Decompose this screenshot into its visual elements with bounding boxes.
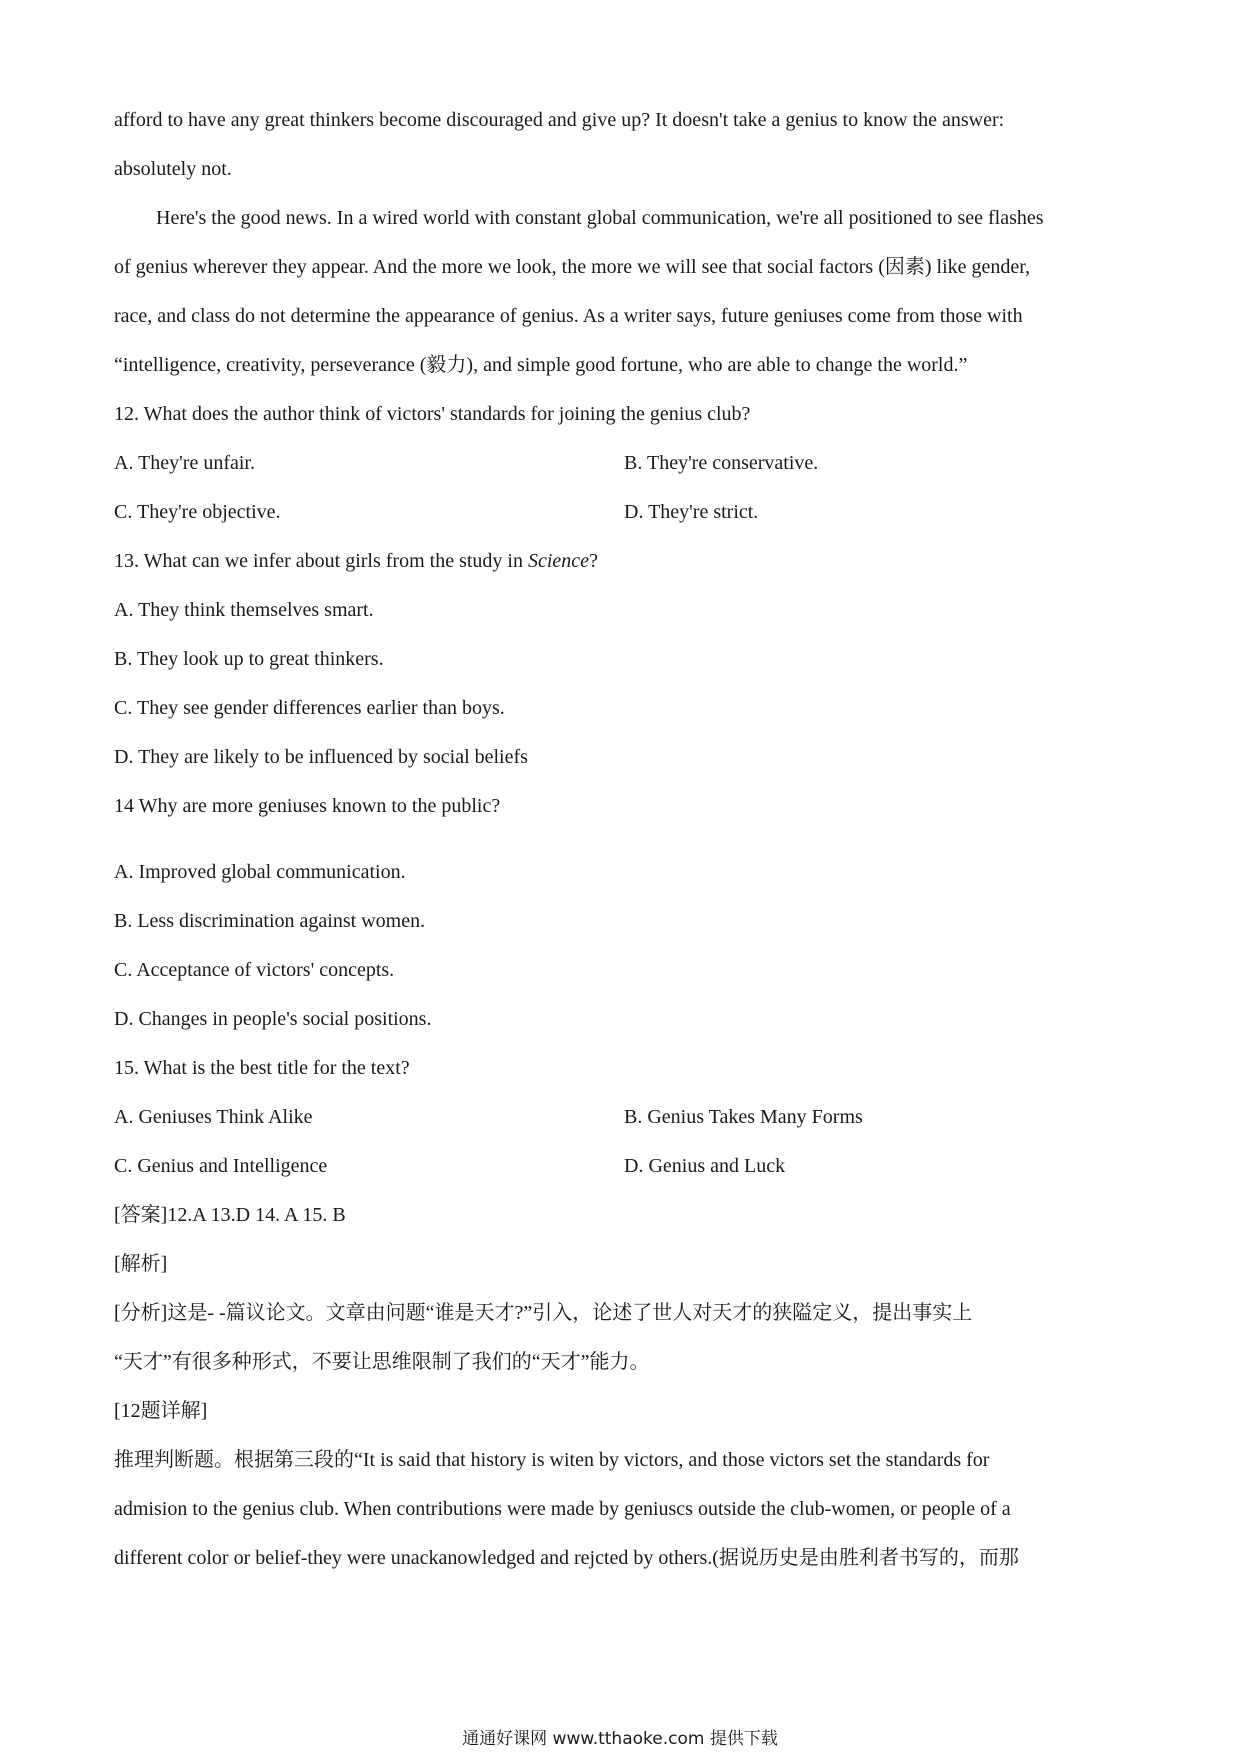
journal-name: Science bbox=[527, 550, 590, 572]
question-14-option-b: B. Less discrimination against women. bbox=[114, 910, 426, 932]
detail-line: different color or belief-they were unackanowledged and rejcted by others.(据说历史是由胜利者书写的，而那 bbox=[114, 1547, 1019, 1569]
passage-line: absolutely not. bbox=[114, 158, 232, 180]
question-13-stem-text: 13. What can we infer about girls from the study in bbox=[114, 550, 528, 572]
question-14-option-d: D. Changes in people's social positions. bbox=[114, 1008, 432, 1030]
footer-watermark: 通通好课网 www.tthaoke.com 提供下载 bbox=[462, 1729, 778, 1749]
question-13-option-d: D. They are likely to be influenced by social beliefs bbox=[114, 746, 528, 768]
question-15-option-d: D. Genius and Luck bbox=[624, 1155, 786, 1177]
question-15-option-c: C. Genius and Intelligence bbox=[114, 1155, 328, 1177]
question-12-option-b: B. They're conservative. bbox=[624, 452, 819, 474]
detail-line: 推理判断题。根据第三段的“It is said that history is witen by victors, and those victors set the standards for bbox=[114, 1449, 990, 1471]
passage-paragraph-start: Here's the good news. In a wired world with constant global communication, we're all positioned to see flashes bbox=[156, 207, 1044, 229]
analysis-line: [分析]这是- -篇议论文。文章由问题“谁是天才?”引入，论述了世人对天才的狭隘定义，提出事实上 bbox=[114, 1302, 973, 1324]
question-13-stem bbox=[114, 551, 598, 571]
question-13-option-a: A. They think themselves smart. bbox=[114, 599, 374, 621]
question-14-option-a: A. Improved global communication. bbox=[114, 861, 406, 883]
question-14-option-c: C. Acceptance of victors' concepts. bbox=[114, 959, 395, 981]
analysis-line: “天才”有很多种形式，不要让思维限制了我们的“天才”能力。 bbox=[114, 1351, 650, 1373]
answer-key: [答案]12.A 13.D 14. A 15. B bbox=[114, 1204, 346, 1226]
question-15-stem: 15. What is the best title for the text? bbox=[114, 1057, 410, 1079]
analysis-label: [解析] bbox=[114, 1253, 168, 1275]
question-12-option-a: A. They're unfair. bbox=[114, 452, 255, 474]
question-12-stem: 12. What does the author think of victors' standards for joining the genius club? bbox=[114, 403, 751, 425]
passage-line: of genius wherever they appear. And the more we look, the more we will see that social factors (因素) like gender, bbox=[114, 256, 1031, 278]
question-12-option-d: D. They're strict. bbox=[624, 501, 759, 523]
question-13-option-c: C. They see gender differences earlier than boys. bbox=[114, 697, 505, 719]
question-12-option-c: C. They're objective. bbox=[114, 501, 281, 523]
question-15-option-a: A. Geniuses Think Alike bbox=[114, 1106, 313, 1128]
passage-line: afford to have any great thinkers become discouraged and give up? It doesn't take a genius to know the answer: bbox=[114, 109, 1005, 131]
question-13-option-b: B. They look up to great thinkers. bbox=[114, 648, 384, 670]
question-14-stem: 14 Why are more geniuses known to the public? bbox=[114, 795, 501, 817]
detail-line: admision to the genius club. When contributions were made by geniuscs outside the club-women, or people of a bbox=[114, 1498, 1011, 1520]
question-15-option-b: B. Genius Takes Many Forms bbox=[624, 1106, 863, 1128]
passage-line: race, and class do not determine the appearance of genius. As a writer says, future geniuses come from those with bbox=[114, 305, 1023, 327]
detail-label: [12题详解] bbox=[114, 1400, 208, 1422]
passage-line: “intelligence, creativity, perseverance (毅力), and simple good fortune, who are able to change the world.” bbox=[114, 354, 968, 376]
question-13-stem-end: ? bbox=[589, 550, 598, 572]
